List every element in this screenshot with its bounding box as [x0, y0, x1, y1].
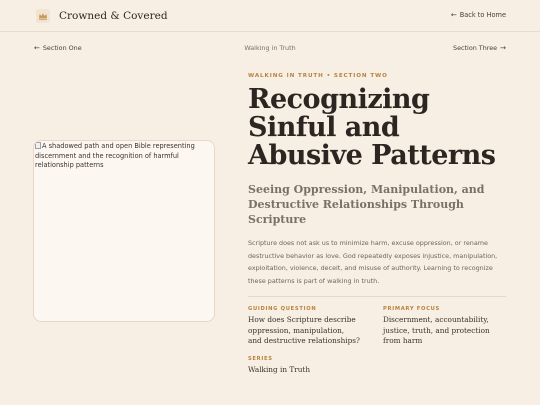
arrow-left-icon: ← [450, 11, 457, 19]
image-alt-text [35, 142, 215, 171]
crown-icon [36, 9, 50, 23]
next-section-link[interactable] [453, 44, 506, 52]
series-breadcrumb: Walking in Truth [244, 44, 296, 52]
broken-image-icon [35, 142, 41, 149]
series-value: Walking in Truth [248, 365, 311, 375]
brand-name: Crowned & Covered [59, 10, 168, 22]
image-alt-label: A shadowed path and open Bible representing discernment and the recognition of harmful relationship patterns [35, 142, 195, 170]
guiding-question-value: How does Scripture describe oppression, manipulation, and destructive relationships? [248, 315, 360, 346]
back-to-home-link[interactable] [451, 11, 506, 19]
primary-focus-label: PRIMARY FOCUS [383, 306, 440, 313]
divider [248, 296, 506, 297]
arrow-right-icon: → [500, 44, 506, 52]
prev-section-label: Section One [42, 44, 82, 52]
section-eyebrow: WALKING IN TRUTH • SECTION TWO [248, 73, 388, 79]
primary-focus-value: Discernment, accountability, justice, truth, and protection from harm [383, 315, 490, 346]
intro-paragraph: Scripture does not ask us to minimize harm, excuse oppression, or rename destructive behavior as love. God repeatedly exposes injustice, manipulation, exploitation, violence, deceit, and misuse of authority. Learning to recognize these patterns is part of walking in truth. [248, 239, 498, 285]
series-label: SERIES [248, 356, 273, 363]
section-meta [248, 306, 508, 386]
section-content [248, 73, 508, 386]
primary-focus [383, 306, 508, 347]
series-info [248, 356, 368, 376]
page-subtitle: Seeing Oppression, Manipulation, and Destructive Relationships Through Scripture [248, 183, 485, 226]
hero-image [33, 140, 215, 322]
back-to-home-label: Back to Home [459, 11, 506, 19]
page-title: Recognizing Sinful and Abusive Patterns [248, 84, 496, 171]
guiding-question [248, 306, 360, 347]
guiding-question-label: GUIDING QUESTION [248, 306, 317, 313]
section-nav [0, 44, 540, 56]
site-header [0, 0, 540, 32]
brand[interactable] [36, 9, 168, 23]
arrow-left-icon: ← [34, 44, 40, 52]
next-section-label: Section Three [453, 44, 498, 52]
